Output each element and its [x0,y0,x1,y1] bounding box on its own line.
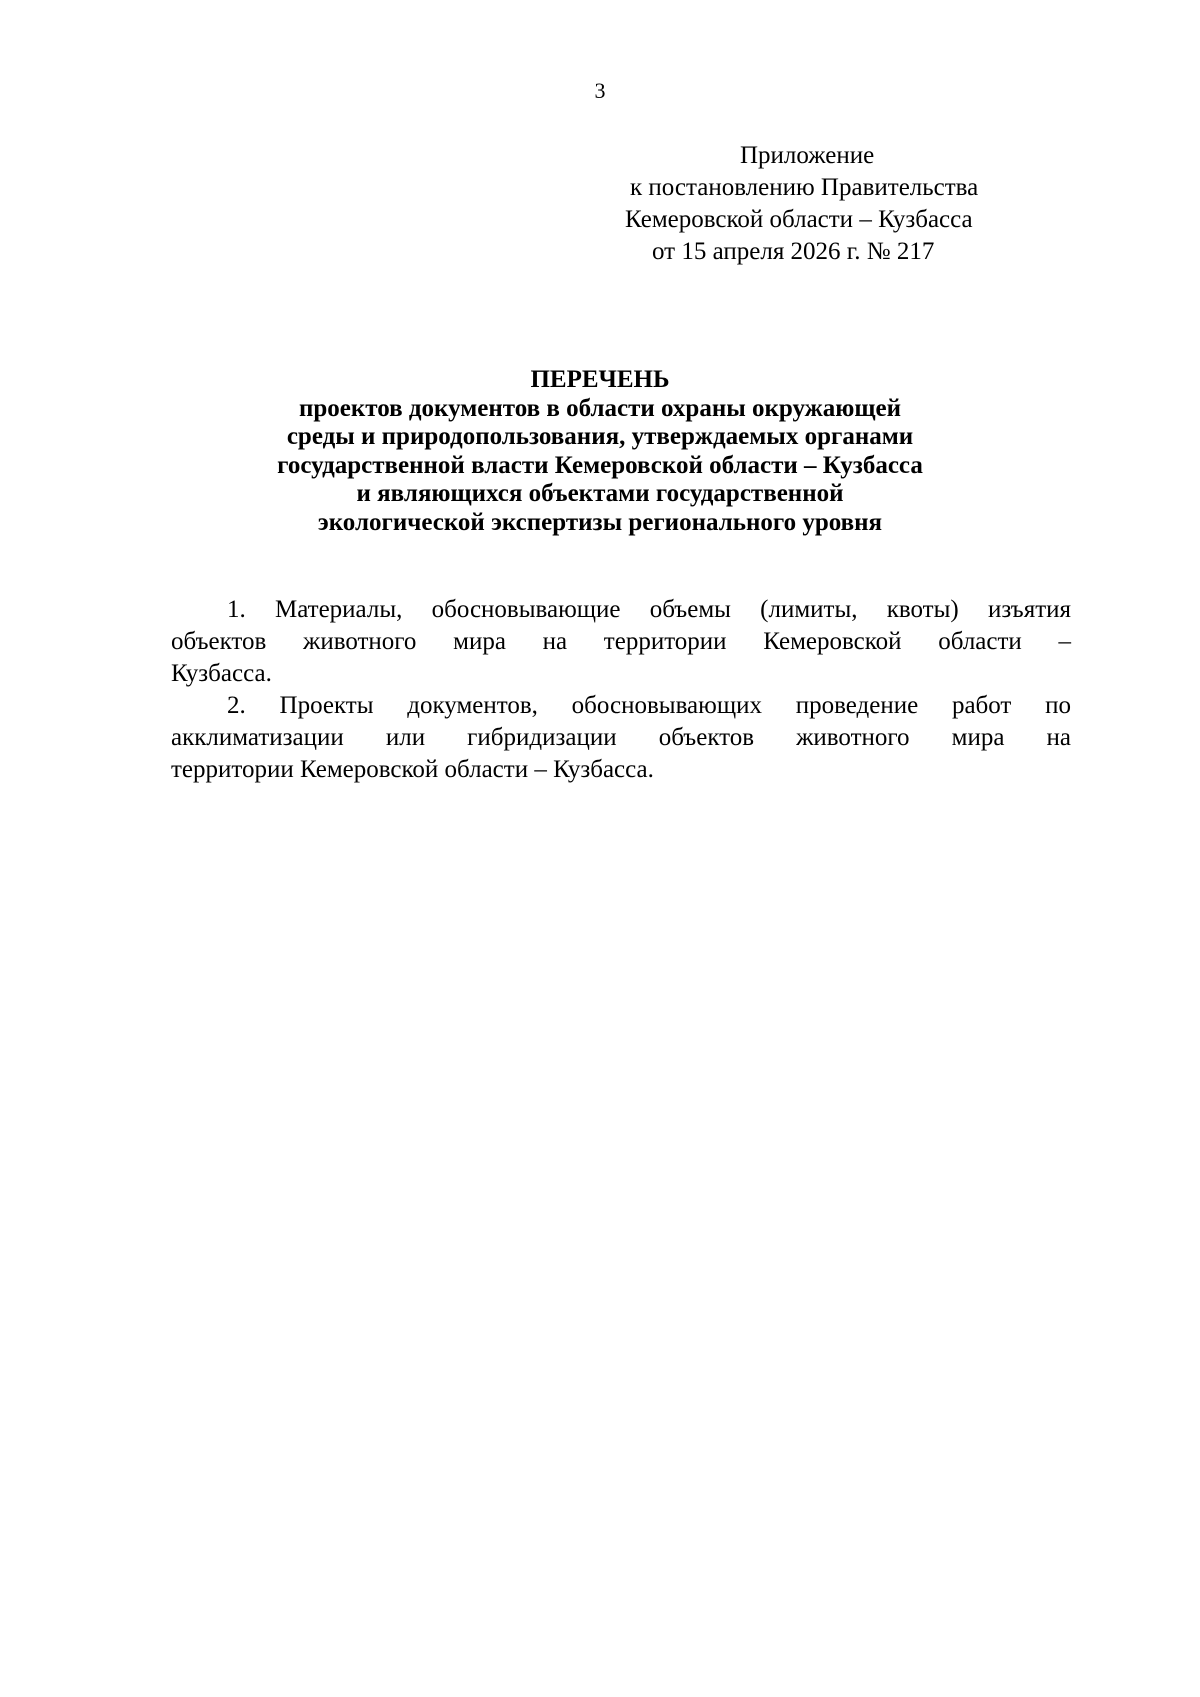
list-item-line: 2. Проекты документов, обосновывающих проведение работ по [227,692,1071,719]
list-item-line: территории Кемеровской области – Кузбасса. [171,756,654,783]
document-title [200,366,1000,537]
appendix-resolution: к постановлению Правительства [630,174,979,201]
list-item-line: 1. Материалы, обосновывающие объемы (лимиты, квоты) изъятия [227,596,1071,623]
page-number: 3 [594,78,606,103]
title-line: экологической экспертизы регионального уровня [317,508,883,536]
list-item-line: Кузбасса. [171,660,272,687]
appendix-region: Кемеровской области – Кузбасса [625,206,973,233]
title-line: среды и природопользования, утверждаемых органами [286,423,914,450]
title-line: проектов документов в области охраны окружающей [299,394,901,422]
list-items [171,594,1071,786]
list-item-1 [171,594,1071,690]
appendix-block [625,140,1045,268]
title-heading: ПЕРЕЧЕНЬ [530,366,670,393]
list-item-line: акклиматизации или гибридизации объектов животного мира на [171,724,1071,751]
list-item-2 [171,690,1071,786]
appendix-date-number: от 15 апреля 2026 г. № 217 [652,238,935,265]
title-line: и являющихся объектами государственной [356,480,844,507]
title-line: государственной власти Кемеровской области – Кузбасса [277,451,923,479]
appendix-label: Приложение [740,142,875,169]
list-item-line: объектов животного мира на территории Кемеровской области – [171,628,1071,655]
